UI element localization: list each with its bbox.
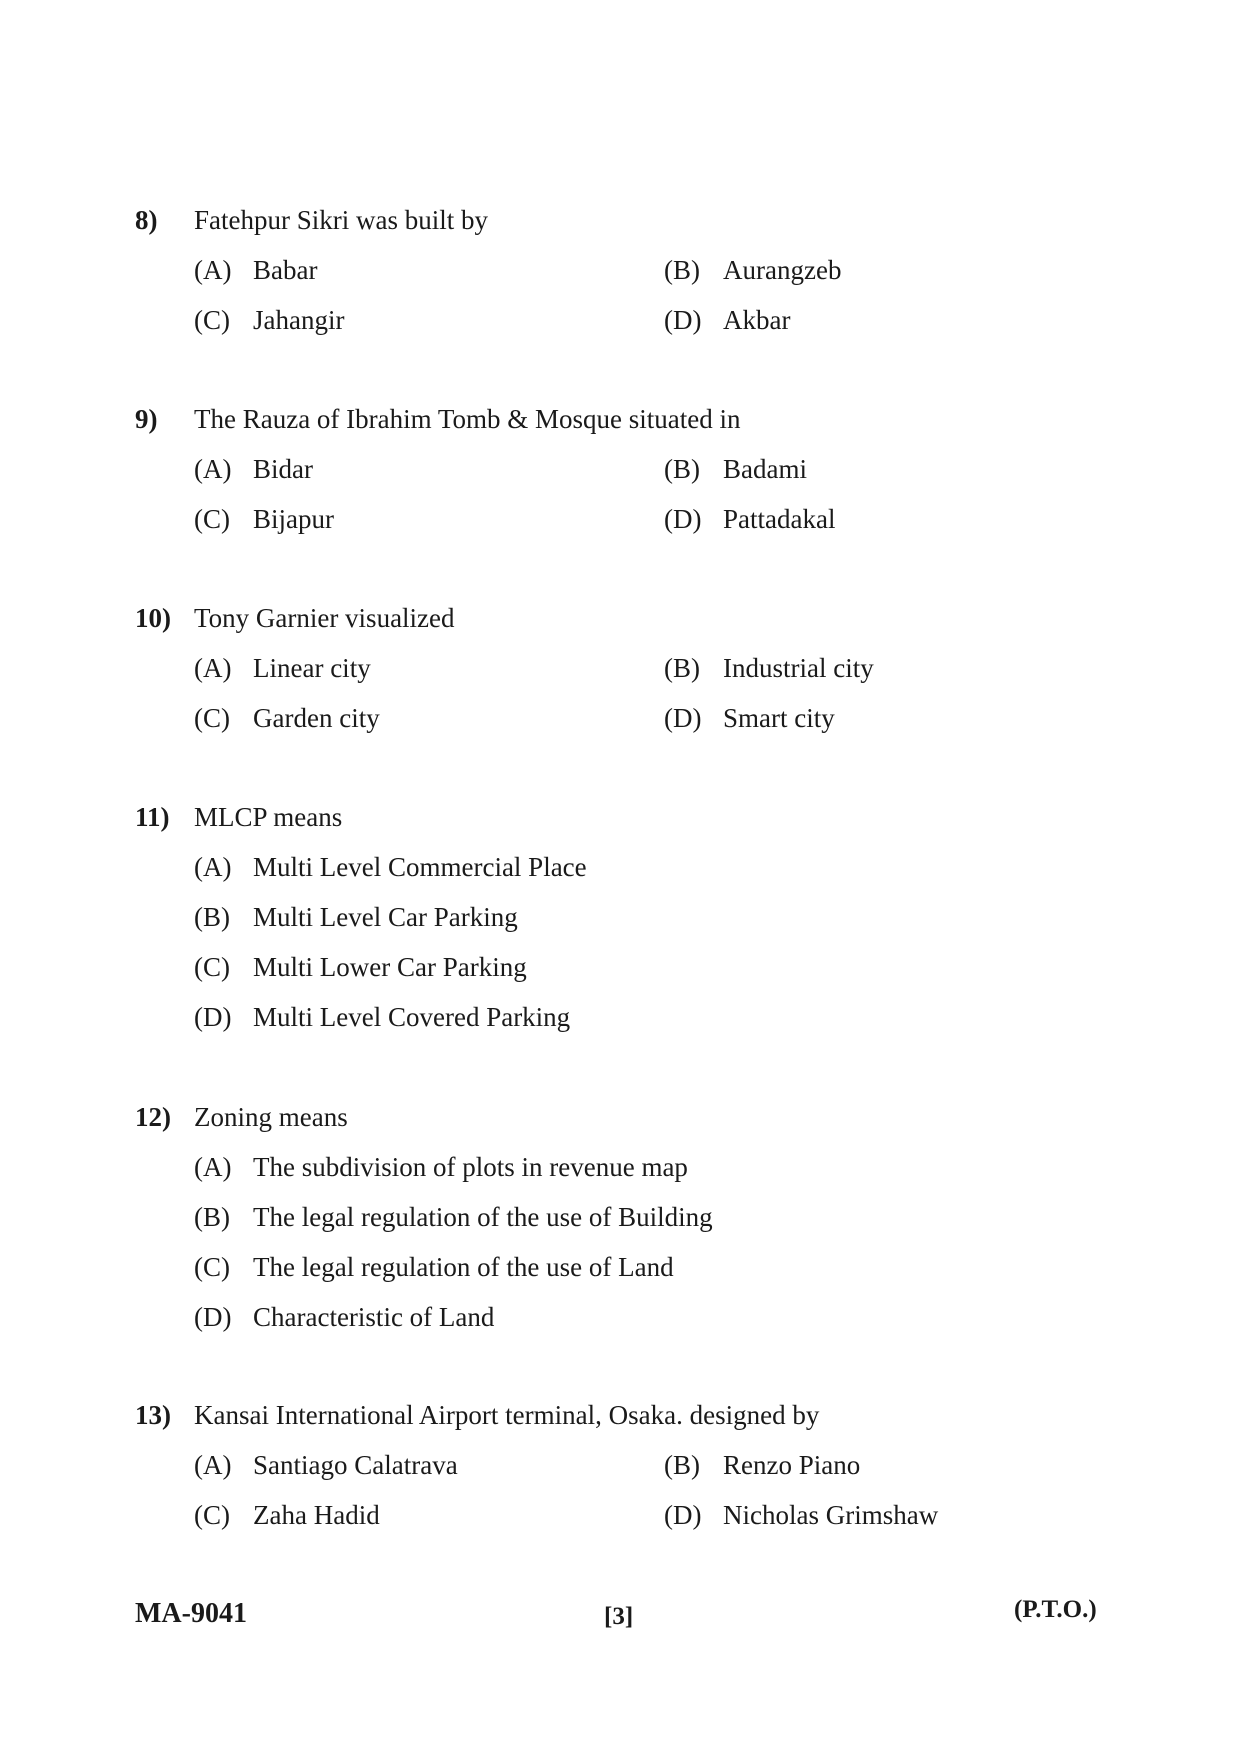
question-number: 9) bbox=[135, 404, 158, 434]
option-c bbox=[194, 504, 334, 535]
question-text: Zoning means bbox=[194, 1102, 348, 1132]
page-number: [3] bbox=[604, 1603, 634, 1630]
option-text: Jahangir bbox=[253, 305, 345, 335]
paper-code: MA-9041 bbox=[135, 1598, 247, 1629]
option-text: Babar bbox=[253, 255, 318, 285]
option-a bbox=[194, 852, 587, 883]
option-label: (B) bbox=[664, 454, 700, 484]
option-text: Linear city bbox=[253, 653, 371, 683]
option-d bbox=[664, 504, 835, 535]
option-label: (D) bbox=[664, 504, 702, 534]
option-label: (D) bbox=[664, 305, 702, 335]
question-text: Kansai International Airport terminal, Osaka. designed by bbox=[194, 1400, 820, 1430]
option-label: (A) bbox=[194, 454, 232, 484]
option-text: Bijapur bbox=[253, 504, 334, 534]
option-text: Multi Level Car Parking bbox=[253, 902, 518, 932]
option-label: (D) bbox=[664, 1500, 702, 1530]
option-a bbox=[194, 255, 317, 286]
option-d bbox=[194, 1302, 494, 1333]
option-label: (B) bbox=[664, 255, 700, 285]
option-text: Multi Lower Car Parking bbox=[253, 952, 527, 982]
option-c bbox=[194, 1500, 380, 1531]
option-label: (A) bbox=[194, 1152, 232, 1182]
option-label: (B) bbox=[664, 1450, 700, 1480]
option-label: (D) bbox=[194, 1002, 232, 1032]
option-d bbox=[664, 305, 790, 336]
option-label: (C) bbox=[194, 305, 230, 335]
option-label: (C) bbox=[194, 1252, 230, 1282]
option-label: (C) bbox=[194, 504, 230, 534]
option-d bbox=[664, 703, 835, 734]
option-b bbox=[194, 1202, 713, 1233]
option-label: (D) bbox=[194, 1302, 232, 1332]
option-text: Smart city bbox=[723, 703, 835, 733]
option-text: Characteristic of Land bbox=[253, 1302, 495, 1332]
option-label: (B) bbox=[664, 653, 700, 683]
option-label: (A) bbox=[194, 1450, 232, 1480]
question-number: 13) bbox=[135, 1400, 171, 1430]
option-a bbox=[194, 1450, 458, 1481]
option-label: (A) bbox=[194, 852, 232, 882]
question-number: 10) bbox=[135, 603, 171, 633]
pto-marker: (P.T.O.) bbox=[1014, 1596, 1097, 1623]
option-text: Akbar bbox=[723, 305, 791, 335]
option-c bbox=[194, 952, 527, 983]
option-text: Santiago Calatrava bbox=[253, 1450, 458, 1480]
option-text: Badami bbox=[723, 454, 807, 484]
option-text: Multi Level Covered Parking bbox=[253, 1002, 571, 1032]
option-text: The legal regulation of the use of Building bbox=[253, 1202, 713, 1232]
option-text: Pattadakal bbox=[723, 504, 836, 534]
option-text: Nicholas Grimshaw bbox=[723, 1500, 939, 1530]
option-b bbox=[664, 653, 874, 684]
option-text: Zaha Hadid bbox=[253, 1500, 380, 1530]
option-text: Multi Level Commercial Place bbox=[253, 852, 587, 882]
option-text: Aurangzeb bbox=[723, 255, 842, 285]
question-number: 11) bbox=[135, 802, 170, 832]
option-b bbox=[664, 1450, 860, 1481]
option-text: Bidar bbox=[253, 454, 313, 484]
option-label: (C) bbox=[194, 952, 230, 982]
option-label: (B) bbox=[194, 902, 230, 932]
option-a bbox=[194, 1152, 688, 1183]
option-a bbox=[194, 454, 313, 485]
option-label: (A) bbox=[194, 255, 232, 285]
option-text: Industrial city bbox=[723, 653, 874, 683]
option-label: (B) bbox=[194, 1202, 230, 1232]
question-text: The Rauza of Ibrahim Tomb & Mosque situated in bbox=[194, 404, 741, 434]
question-number: 8) bbox=[135, 205, 158, 235]
option-d bbox=[194, 1002, 570, 1033]
option-label: (C) bbox=[194, 703, 230, 733]
option-label: (D) bbox=[664, 703, 702, 733]
option-a bbox=[194, 653, 371, 684]
question-text: Tony Garnier visualized bbox=[194, 603, 455, 633]
question-text: Fatehpur Sikri was built by bbox=[194, 205, 488, 235]
option-b bbox=[664, 255, 841, 286]
option-c bbox=[194, 703, 380, 734]
option-d bbox=[664, 1500, 938, 1531]
question-text: MLCP means bbox=[194, 802, 343, 832]
option-text: Garden city bbox=[253, 703, 380, 733]
option-c bbox=[194, 1252, 674, 1283]
option-text: Renzo Piano bbox=[723, 1450, 861, 1480]
question-number: 12) bbox=[135, 1102, 171, 1132]
option-label: (A) bbox=[194, 653, 232, 683]
option-b bbox=[664, 454, 807, 485]
option-label: (C) bbox=[194, 1500, 230, 1530]
option-c bbox=[194, 305, 344, 336]
option-text: The subdivision of plots in revenue map bbox=[253, 1152, 688, 1182]
option-b bbox=[194, 902, 518, 933]
option-text: The legal regulation of the use of Land bbox=[253, 1252, 674, 1282]
